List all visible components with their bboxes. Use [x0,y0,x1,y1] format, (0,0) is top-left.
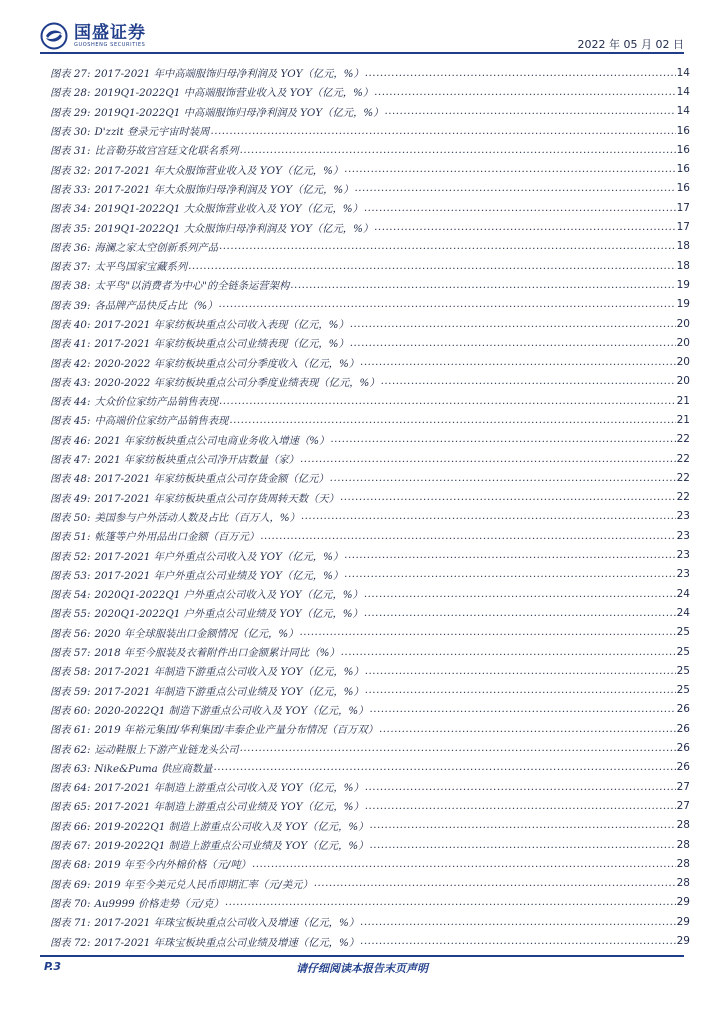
toc-entry[interactable] [50,82,690,101]
toc-entry[interactable] [50,140,690,159]
toc-leader-dots [369,839,675,851]
toc-entry-title: 2017-2021 年大众服饰营业收入及 YOY（亿元，%） [94,164,344,177]
toc-entry-label: 图表 68: [50,859,91,872]
toc-entry-title: 2019 年至今美元兑人民币即期汇率（元/美元） [94,878,313,891]
toc-entry[interactable] [50,700,690,719]
toc-entry-label: 图表 38: [50,280,91,293]
toc-entry[interactable] [50,738,690,757]
toc-entry[interactable] [50,237,690,256]
toc-entry[interactable] [50,623,690,642]
toc-entry[interactable] [50,912,690,931]
toc-leader-dots [252,858,676,870]
toc-entry-title: 2020Q1-2022Q1 户外重点公司收入及 YOY（亿元，%） [94,589,363,602]
figure-list [50,63,690,951]
toc-entry-title: 2020-2022 年家纺板块重点公司分季度收入（亿元，%） [94,357,360,370]
toc-entry-label: 图表 55: [50,608,91,621]
toc-entry-page: 28 [676,857,690,870]
toc-entry[interactable] [50,835,690,854]
toc-entry[interactable] [50,565,690,584]
toc-entry-title: 2017-2021 年户外重点公司业绩及 YOY（亿元，%） [94,569,344,582]
toc-entry-page: 25 [676,645,690,658]
toc-entry-title: 帐篷等户外用品出口金额（百万元） [94,531,260,544]
toc-entry[interactable] [50,642,690,661]
page-number: P.3 [44,960,62,973]
toc-entry-title: 2017-2021 年制造下游重点公司收入及 YOY（亿元，%） [94,666,364,679]
toc-entry-label: 图表 41: [50,338,91,351]
toc-entry-title: 2019-2022Q1 制造上游重点公司业绩及 YOY（亿元，%） [94,840,369,853]
toc-entry[interactable] [50,410,690,429]
toc-entry-title: 2021 年家纺板块重点公司净开店数量（家） [94,454,299,467]
toc-leader-dots [369,819,675,831]
disclaimer-note: 请仔细阅读本报告末页声明 [296,962,428,975]
toc-entry-label: 图表 46: [50,434,91,447]
toc-entry[interactable] [50,796,690,815]
toc-entry-page: 20 [676,356,690,369]
toc-entry-label: 图表 36: [50,241,91,254]
toc-entry-label: 图表 70: [50,897,91,910]
toc-entry[interactable] [50,430,690,449]
toc-entry-label: 图表 71: [50,917,91,930]
toc-entry[interactable] [50,372,690,391]
toc-entry-label: 图表 60: [50,704,91,717]
toc-leader-dots [365,67,676,79]
toc-entry-title: 2017-2021 年家纺板块重点公司业绩表现（亿元，%） [94,338,349,351]
toc-entry-label: 图表 52: [50,550,91,563]
toc-entry-page: 14 [676,66,690,79]
toc-entry-page: 22 [676,433,690,446]
toc-entry[interactable] [50,719,690,738]
toc-leader-dots [365,781,676,793]
toc-entry-page: 22 [676,491,690,504]
toc-entry-title: 2017-2021 年中高端服饰归母净利润及 YOY（亿元，%） [94,68,364,81]
toc-entry-title: 2019 年裕元集团/华利集团/丰泰企业产量分布情况（百万双） [94,724,378,737]
toc-entry-page: 14 [676,105,690,118]
toc-entry-label: 图表 54: [50,589,91,602]
toc-entry-title: 大众价位家纺产品销售表现 [94,396,219,409]
toc-entry-page: 22 [676,471,690,484]
toc-entry[interactable] [50,681,690,700]
toc-entry[interactable] [50,468,690,487]
toc-entry-label: 图表 42: [50,357,91,370]
toc-entry-page: 29 [676,935,690,947]
toc-entry-title: 中高端价位家纺产品销售表现 [94,415,229,428]
toc-entry-label: 图表 63: [50,762,91,775]
toc-entry-label: 图表 45: [50,415,91,428]
toc-leader-dots [374,221,675,233]
toc-entry-page: 26 [676,742,690,755]
page-header [0,0,724,52]
toc-entry-title: 2019-2022Q1 制造上游重点公司收入及 YOY（亿元，%） [94,820,369,833]
toc-entry[interactable] [50,217,690,236]
toc-entry-title: 2019Q1-2022Q1 大众服饰归母净利润及 YOY（亿元，%） [94,222,374,235]
toc-entry-label: 图表 67: [50,840,91,853]
toc-leader-dots [330,472,676,484]
toc-leader-dots [364,202,676,214]
toc-entry-title: 2020-2022Q1 制造下游重点公司收入及 YOY（亿元，%） [94,704,369,717]
toc-entry[interactable] [50,159,690,178]
toc-entry-label: 图表 35: [50,222,91,235]
toc-entry-title: 2017-2021 年制造下游重点公司业绩及 YOY（亿元，%） [94,685,364,698]
toc-entry[interactable] [50,256,690,275]
toc-leader-dots [300,453,676,465]
toc-entry[interactable] [50,121,690,140]
toc-entry[interactable] [50,179,690,198]
toc-leader-dots [314,877,676,889]
toc-entry-label: 图表 44: [50,396,91,409]
toc-entry-title: 2017-2021 年制造上游重点公司收入及 YOY（亿元，%） [94,782,364,795]
toc-entry-label: 图表 30: [50,126,91,139]
toc-entry-page: 29 [676,896,690,909]
toc-entry-label: 图表 29: [50,106,91,119]
toc-entry-title: 2017-2021 年大众服饰归母净利润及 YOY（亿元，%） [94,183,354,196]
toc-entry-page: 28 [676,838,690,851]
toc-entry-page: 23 [676,568,690,581]
logo-icon [40,22,68,50]
toc-leader-dots [379,723,676,735]
toc-entry[interactable] [50,314,690,333]
toc-leader-dots [344,163,675,175]
toc-entry-title: 2019Q1-2022Q1 中高端服饰归母净利润及 YOY（亿元，%） [94,106,384,119]
toc-entry-title: 2017-2021 年珠宝板块重点公司业绩及增速（亿元，%） [94,936,360,949]
toc-entry-page: 18 [676,259,690,272]
toc-entry-title: 2021 年家纺板块重点公司电商业务收入增速（%） [94,434,330,447]
toc-entry-title: 2017-2021 年珠宝板块重点公司收入及增速（亿元，%） [94,917,360,930]
toc-leader-dots [341,646,676,658]
toc-leader-dots [240,742,676,754]
toc-entry[interactable] [50,488,690,507]
toc-entry-label: 图表 34: [50,203,91,216]
toc-entry-title: 2020Q1-2022Q1 户外重点公司业绩及 YOY（亿元，%） [94,608,363,621]
toc-entry-page: 23 [676,510,690,523]
toc-entry-title: 各品牌产品快反占比（%） [94,299,218,312]
toc-entry-label: 图表 43: [50,376,91,389]
toc-entry-title: 运动鞋服上下游产业链龙头公司 [94,743,239,756]
toc-leader-dots [330,433,675,445]
toc-entry-page: 16 [676,182,690,195]
toc-entry-page: 17 [676,221,690,234]
toc-entry-label: 图表 37: [50,261,91,274]
toc-leader-dots [213,761,675,773]
toc-entry-label: 图表 72: [50,936,91,949]
toc-leader-dots [240,144,676,156]
toc-leader-dots [374,86,675,98]
toc-entry[interactable] [50,275,690,294]
toc-entry-page: 26 [676,722,690,735]
toc-leader-dots [365,684,676,696]
toc-entry-label: 图表 69: [50,878,91,891]
footer-divider [40,955,684,957]
toc-entry-title: 美国参与户外活动人数及占比（百万人，%） [94,511,300,524]
toc-entry-page: 24 [676,606,690,619]
toc-entry-page: 27 [676,799,690,812]
toc-entry-label: 图表 40: [50,319,91,331]
toc-entry-page: 25 [676,664,690,677]
toc-leader-dots [340,491,676,503]
toc-leader-dots [360,916,676,928]
toc-entry-page: 25 [676,684,690,697]
toc-entry[interactable] [50,854,690,873]
toc-entry-title: 2017-2021 年户外重点公司收入及 YOY（亿元，%） [94,550,344,563]
toc-entry-title: 2020 年全球服装出口金额情况（亿元，%） [94,627,299,640]
toc-entry-label: 图表 57: [50,647,91,660]
toc-leader-dots [210,125,675,137]
toc-leader-dots [219,395,676,407]
toc-entry-title: Nike&Puma 供应商数量 [94,762,213,775]
toc-entry[interactable] [50,63,690,82]
toc-entry-label: 图表 66: [50,820,91,833]
toc-leader-dots [360,356,676,368]
toc-entry-label: 图表 51: [50,531,91,544]
toc-leader-dots [350,337,676,349]
toc-entry-page: 19 [676,278,690,291]
toc-entry-label: 图表 47: [50,454,91,467]
toc-entry-page: 25 [676,626,690,639]
toc-entry-page: 21 [676,413,690,426]
toc-entry-title: 2017-2021 年制造上游重点公司业绩及 YOY（亿元，%） [94,801,364,814]
logo-name-en: GUOSHENG SECURITIES [74,41,146,48]
toc-entry[interactable] [50,507,690,526]
toc-entry-label: 图表 32: [50,164,91,177]
toc-entry-label: 图表 53: [50,569,91,582]
toc-entry-page: 27 [676,780,690,793]
toc-entry-title: 2019Q1-2022Q1 中高端服饰营业收入及 YOY（亿元，%） [94,87,374,100]
toc-entry-label: 图表 49: [50,492,91,505]
toc-entry[interactable] [50,545,690,564]
toc-entry-page: 22 [676,452,690,465]
toc-entry[interactable] [50,893,690,912]
toc-entry-label: 图表 50: [50,511,91,524]
toc-leader-dots [219,240,676,252]
toc-entry-label: 图表 28: [50,87,91,100]
toc-entry-title: 2018 年至今服装及衣着附件出口金额累计同比（%） [94,647,340,660]
toc-entry-title: 2017-2021 年家纺板块重点公司存货金额（亿元） [94,473,329,486]
toc-entry-label: 图表 56: [50,627,91,640]
toc-leader-dots [299,626,675,638]
toc-entry[interactable] [50,603,690,622]
company-logo [40,22,146,50]
toc-entry-page: 14 [676,85,690,98]
toc-entry-title: 2017-2021 年家纺板块重点公司收入表现（亿元，%） [94,319,349,331]
toc-leader-dots [381,375,676,387]
toc-leader-dots [188,260,676,272]
toc-leader-dots [364,588,676,600]
toc-entry[interactable] [50,584,690,603]
toc-entry-page: 16 [676,124,690,137]
toc-entry-label: 图表 61: [50,724,91,737]
toc-entry-page: 26 [676,761,690,774]
toc-leader-dots [384,105,675,117]
header-divider [40,52,684,54]
toc-entry[interactable] [50,102,690,121]
report-date: 2022 年 05 月 02 日 [577,38,684,51]
toc-leader-dots [229,414,675,426]
toc-entry-page: 16 [676,143,690,156]
toc-entry-title: 2019 年至今内外棉价格（元/吨） [94,859,251,872]
toc-entry-title: 2017-2021 年家纺板块重点公司存货周转天数（天） [94,492,339,505]
toc-entry-page: 18 [676,240,690,253]
toc-leader-dots [301,510,676,522]
toc-entry-page: 28 [676,819,690,832]
toc-leader-dots [344,568,675,580]
toc-entry-label: 图表 27: [50,68,91,81]
toc-leader-dots [354,182,675,194]
toc-entry-label: 图表 31: [50,145,91,158]
toc-entry[interactable] [50,333,690,352]
toc-entry-page: 23 [676,549,690,562]
toc-entry[interactable] [50,295,690,314]
toc-entry-label: 图表 58: [50,666,91,679]
toc-entry-page: 17 [676,201,690,214]
toc-leader-dots [369,703,675,715]
toc-entry-page: 29 [676,915,690,928]
toc-entry-page: 24 [676,587,690,600]
toc-leader-dots [364,607,676,619]
toc-entry[interactable] [50,777,690,796]
toc-entry-label: 图表 64: [50,782,91,795]
toc-entry-title: 太平鸟"以消费者为中心"的全链条运营架构 [94,280,290,293]
logo-name-cn: 国盛证券 [74,22,146,43]
toc-leader-dots [360,935,676,947]
toc-entry-title: Au9999 价格走势（元/克） [94,897,224,910]
toc-entry-title: 2020-2022 年家纺板块重点公司分季度业绩表现（亿元，%） [94,376,380,389]
toc-entry-label: 图表 33: [50,183,91,196]
toc-entry[interactable] [50,931,690,950]
toc-leader-dots [219,298,676,310]
toc-entry[interactable] [50,391,690,410]
toc-entry-title: 海澜之家太空创新系列产品 [94,241,219,254]
toc-leader-dots [344,549,675,561]
toc-entry[interactable] [50,198,690,217]
toc-entry[interactable] [50,352,690,371]
toc-entry-title: D'zzit 登录元宇宙时装周 [94,126,210,139]
toc-entry-page: 26 [676,703,690,716]
toc-entry-label: 图表 65: [50,801,91,814]
toc-leader-dots [225,896,676,908]
toc-leader-dots [365,665,676,677]
toc-entry-title: 2019Q1-2022Q1 大众服饰营业收入及 YOY（亿元，%） [94,203,363,216]
toc-entry-page: 16 [676,163,690,176]
toc-entry-title: 比音勒芬故宫宫廷文化联名系列 [94,145,239,158]
toc-entry-label: 图表 39: [50,299,91,312]
toc-leader-dots [290,279,675,291]
toc-entry-label: 图表 59: [50,685,91,698]
toc-entry-page: 20 [676,317,690,330]
toc-entry[interactable] [50,449,690,468]
toc-entry[interactable] [50,526,690,545]
toc-entry-page: 23 [676,529,690,542]
toc-entry-page: 20 [676,375,690,388]
toc-entry[interactable] [50,873,690,892]
toc-leader-dots [350,318,676,330]
toc-entry[interactable] [50,661,690,680]
toc-entry-page: 20 [676,336,690,349]
toc-entry-label: 图表 62: [50,743,91,756]
toc-entry-label: 图表 48: [50,473,91,486]
toc-leader-dots [260,530,675,542]
toc-entry[interactable] [50,758,690,777]
toc-leader-dots [365,800,676,812]
toc-entry-title: 太平鸟国家宝藏系列 [94,261,188,274]
toc-entry-page: 21 [676,394,690,407]
toc-entry-page: 19 [676,298,690,311]
toc-entry-page: 28 [676,877,690,890]
toc-entry[interactable] [50,816,690,835]
